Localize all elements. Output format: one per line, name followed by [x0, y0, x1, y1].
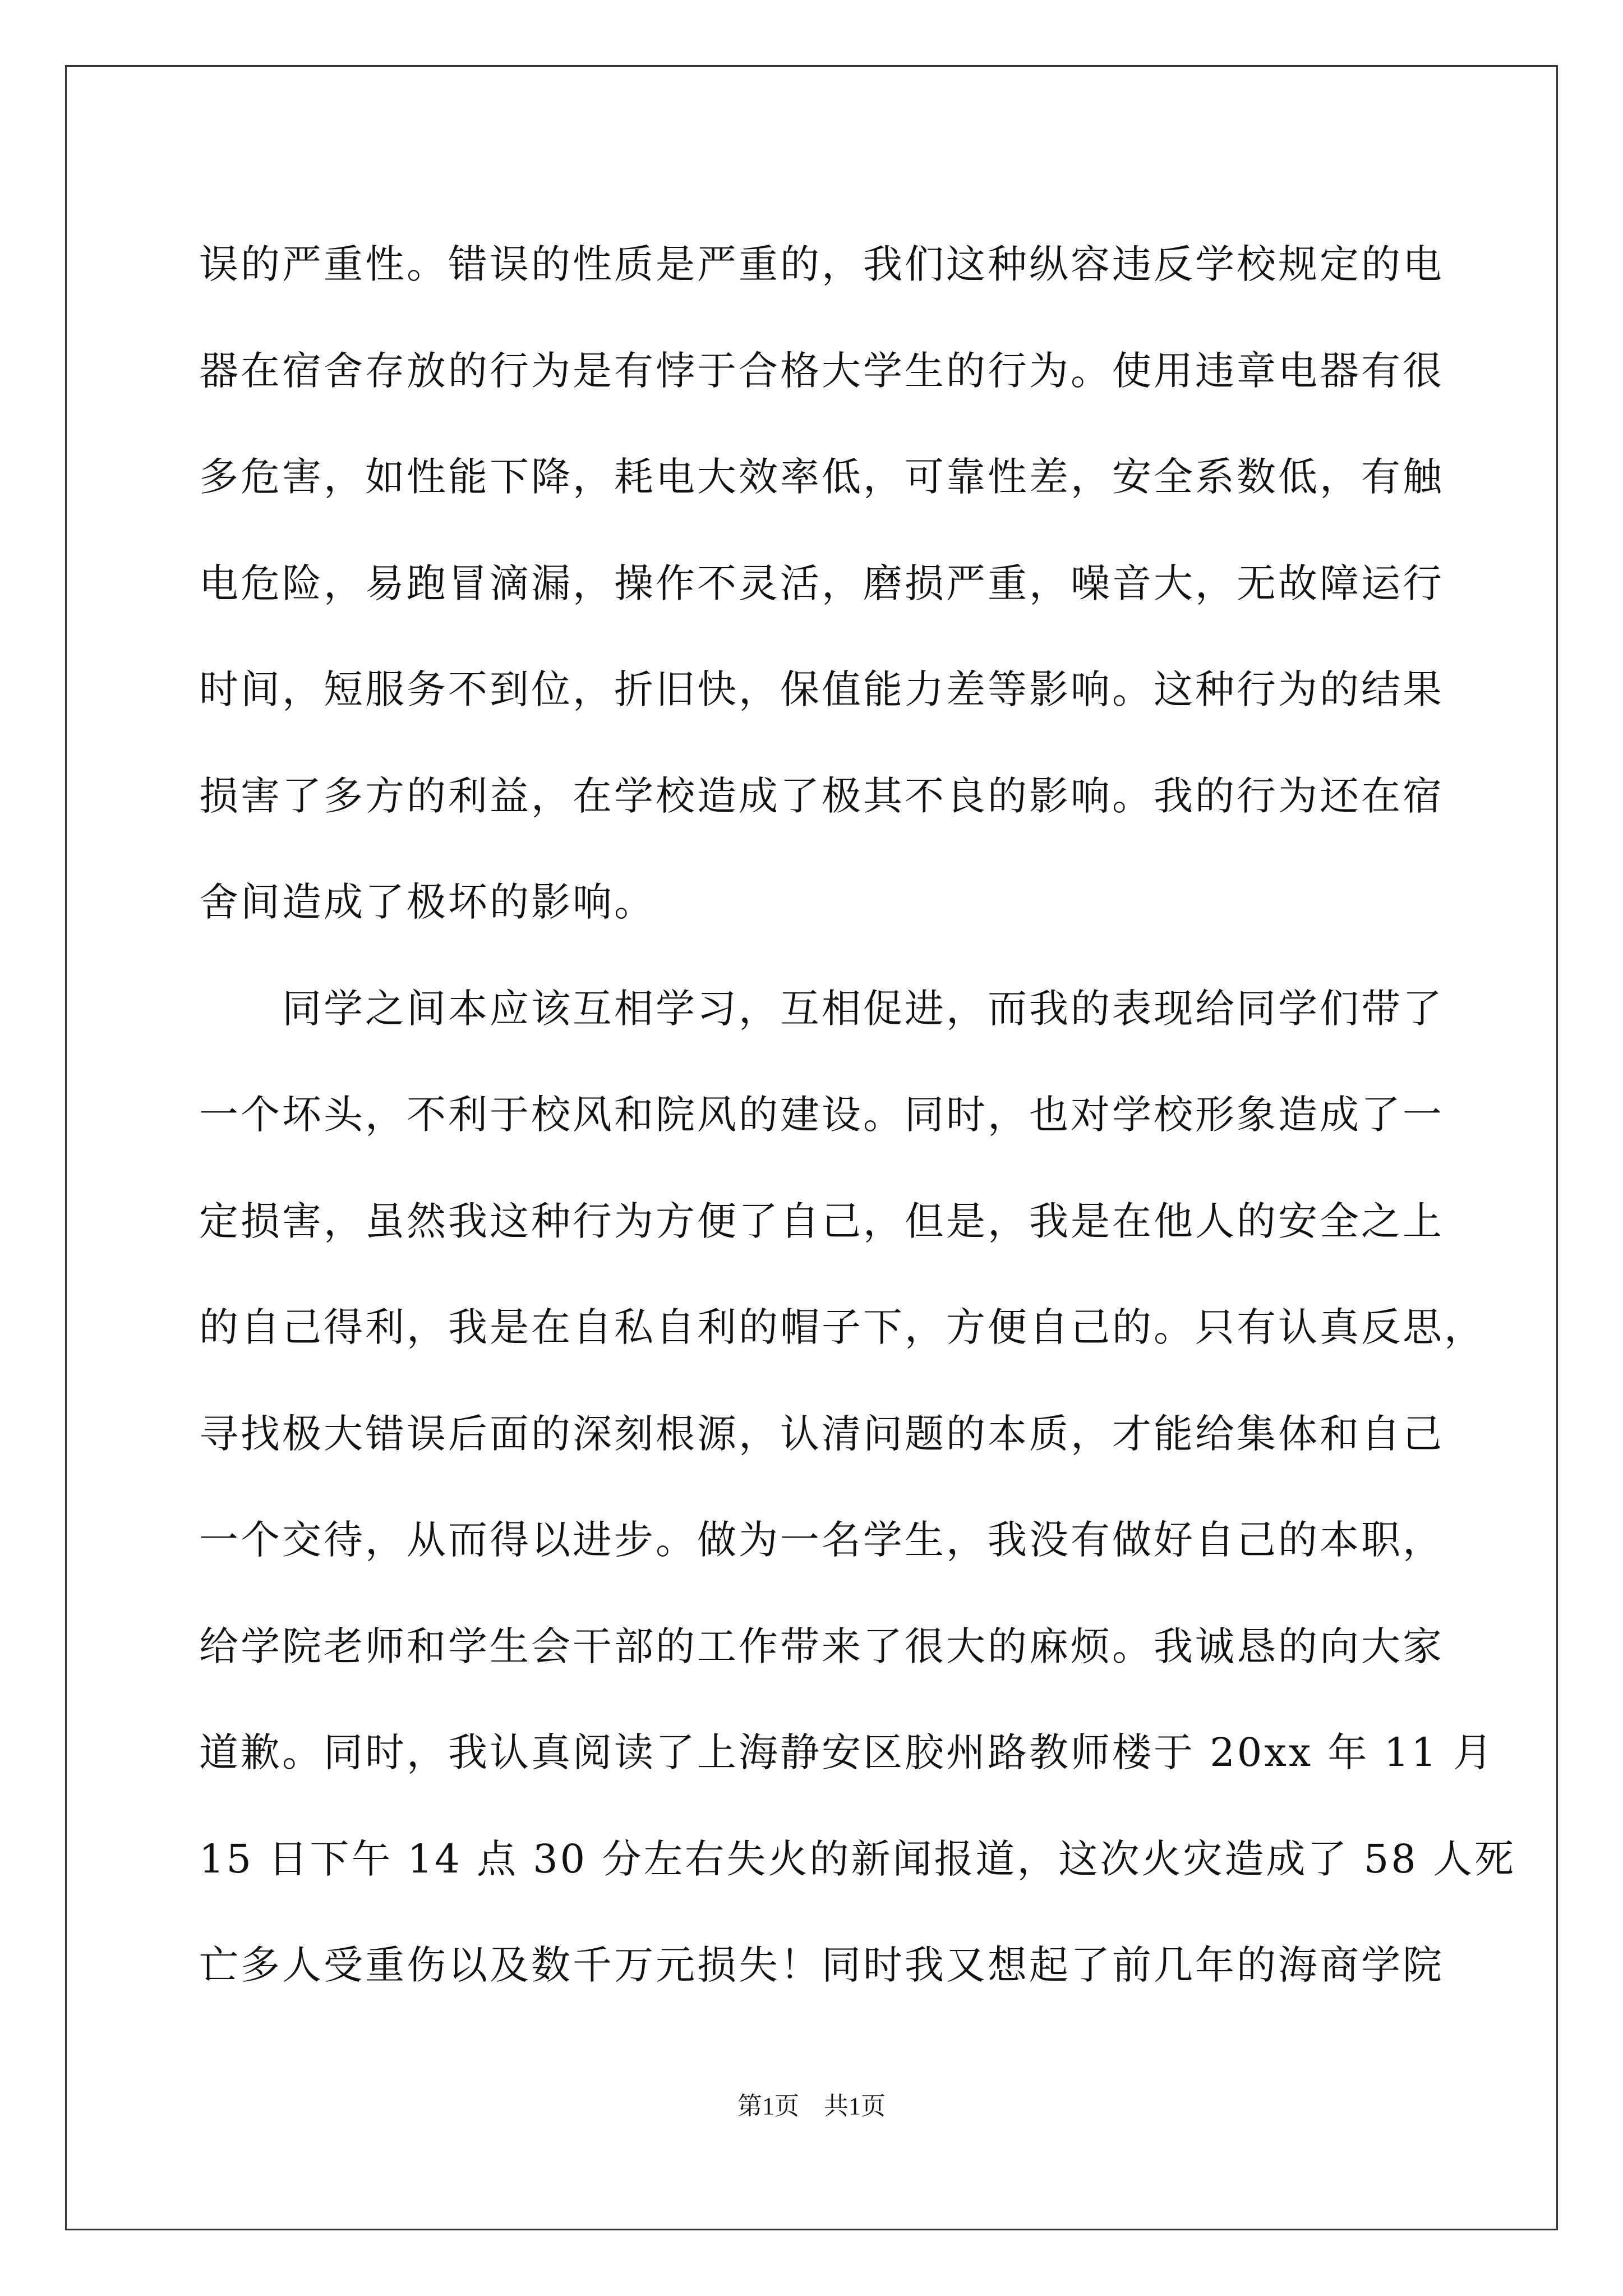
text-line: 道歉。同时，我认真阅读了上海静安区胶州路教师楼于 20xx 年 11 月: [199, 1729, 1495, 1775]
text-line: 15 日下午 14 点 30 分左右失火的新闻报道，这次火灾造成了 58 人死: [199, 1835, 1516, 1882]
page-total: 共1页: [824, 2092, 886, 2120]
text-line: 器在宿舍存放的行为是有悖于合格大学生的行为。使用违章电器有很: [199, 347, 1444, 394]
text-line: 定损害，虽然我这种行为方便了自己，但是，我是在他人的安全之上: [199, 1198, 1444, 1244]
paragraph-start-line: 同学之间本应该互相学习，互相促进，而我的表现给同学们带了: [282, 985, 1444, 1032]
text-line: 误的严重性。错误的性质是严重的，我们这种纵容违反学校规定的电: [199, 241, 1444, 287]
text-line: 损害了多方的利益，在学校造成了极其不良的影响。我的行为还在宿: [199, 772, 1444, 819]
text-line: 的自己得利，我是在自私自利的帽子下，方便自己的。只有认真反思，: [199, 1304, 1486, 1350]
text-line: 舍间造成了极坏的影响。: [199, 879, 656, 925]
page-number: 第1页: [737, 2092, 799, 2120]
text-line: 时间，短服务不到位，折旧快，保值能力差等影响。这种行为的结果: [199, 666, 1444, 712]
text-line: 寻找极大错误后面的深刻根源，认清问题的本质，才能给集体和自己: [199, 1410, 1444, 1457]
document-body: [199, 211, 1516, 2019]
text-line: 电危险，易跑冒滴漏，操作不灵活，磨损严重，噪音大，无故障运行: [199, 560, 1444, 606]
text-line: 一个交待，从而得以进步。做为一名学生，我没有做好自己的本职，: [199, 1517, 1444, 1563]
text-line: 多危害，如性能下降，耗电大效率低，可靠性差，安全系数低，有触: [199, 454, 1444, 500]
text-line: 亡多人受重伤以及数千万元损失！同时我又想起了前几年的海商学院: [199, 1942, 1444, 1988]
page-footer: [0, 2086, 1623, 2122]
text-line: 给学院老师和学生会干部的工作带来了很大的麻烦。我诚恳的向大家: [199, 1623, 1444, 1669]
text-line: 一个坏头，不利于校风和院风的建设。同时，也对学校形象造成了一: [199, 1092, 1444, 1138]
